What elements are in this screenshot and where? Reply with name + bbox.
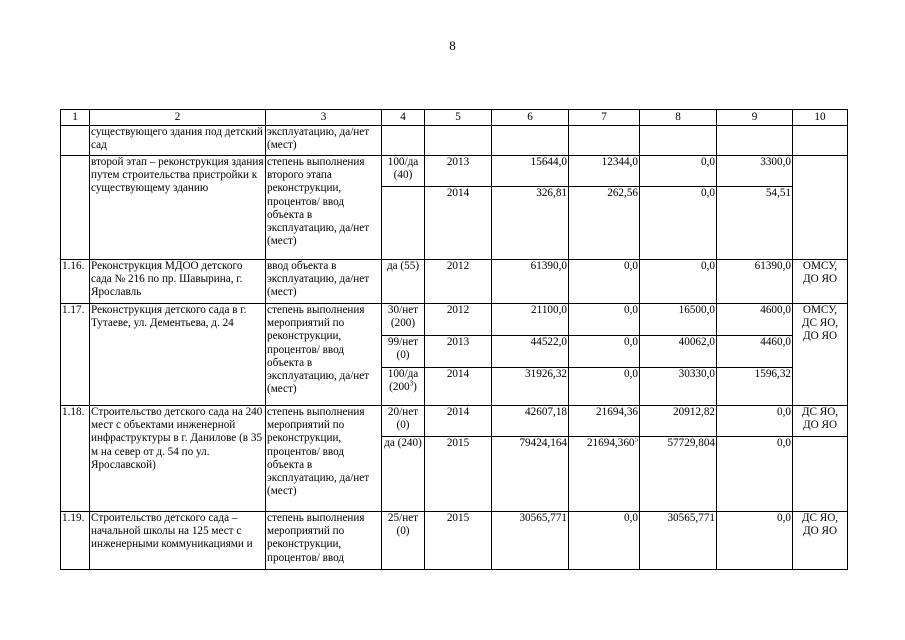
- event-name: Строительство детского сада на 240 мест с объектами инженерной инфраструктуры в г. Данилове (в 35 м на север от д. 54 по ул. Ярославской): [90, 406, 266, 512]
- table-row: [61, 304, 848, 336]
- amount-regional: 0,0: [640, 260, 717, 304]
- target-value: да (55): [382, 260, 425, 304]
- amount-total: 30565,771: [492, 512, 569, 570]
- item-number: [61, 156, 90, 260]
- event-name: Реконструкция МДОО детского сада № 216 по пр. Шавырина, г. Ярославль: [90, 260, 266, 304]
- indicator: ввод объекта в эксплуатацию, да/нет (мест): [266, 260, 382, 304]
- target-value: [382, 126, 425, 156]
- amount-regional: 0,0: [640, 156, 717, 187]
- amount-total: [492, 126, 569, 156]
- footnote-marker: 3: [409, 379, 414, 388]
- amount-federal: 0,0: [569, 336, 640, 368]
- executor: ДС ЯО, ДО ЯО: [793, 406, 848, 437]
- amount-local: 54,51: [717, 187, 793, 260]
- amount-total: 31926,32: [492, 368, 569, 406]
- item-number: 1.19.: [61, 512, 90, 570]
- amount-total: 21100,0: [492, 304, 569, 336]
- amount-federal: 0,0: [569, 368, 640, 406]
- executor: [793, 437, 848, 512]
- amount-federal: 262,56: [569, 187, 640, 260]
- amount-regional: 30565,771: [640, 512, 717, 570]
- amount-total: 44522,0: [492, 336, 569, 368]
- year: 2012: [425, 260, 492, 304]
- executor: ОМСУ, ДС ЯО, ДО ЯО: [793, 304, 848, 406]
- column-header: 9: [717, 110, 793, 126]
- amount-total: 79424,164: [492, 437, 569, 512]
- target-value: [382, 187, 425, 260]
- year: 2014: [425, 406, 492, 437]
- item-number: 1.17.: [61, 304, 90, 406]
- column-header: 3: [266, 110, 382, 126]
- target-value-text: 100/да (200: [387, 368, 419, 394]
- executor: [793, 156, 848, 260]
- program-table: [60, 109, 848, 570]
- amount-local: 1596,32: [717, 368, 793, 406]
- column-header: 10: [793, 110, 848, 126]
- indicator: степень выполнения второго этапа реконструкции, процентов/ ввод объекта в эксплуатацию, да/нет (мест): [266, 156, 382, 260]
- amount-regional: 0,0: [640, 187, 717, 260]
- event-name: Реконструкция детского сада в г. Тутаеве, ул. Дементьева, д. 24: [90, 304, 266, 406]
- item-number: 1.18.: [61, 406, 90, 512]
- target-value: 99/нет (0): [382, 336, 425, 368]
- column-header: 8: [640, 110, 717, 126]
- indicator: степень выполнения мероприятий по реконструкции, процентов/ ввод объекта в эксплуатацию, да/нет (мест): [266, 406, 382, 512]
- amount-total: 326,81: [492, 187, 569, 260]
- amount-federal: 0,0: [569, 512, 640, 570]
- table-header-row: [61, 110, 848, 126]
- year: 2013: [425, 156, 492, 187]
- amount-federal: [569, 437, 640, 512]
- amount-local: 3300,0: [717, 156, 793, 187]
- amount-regional: 57729,804: [640, 437, 717, 512]
- target-value: да (240): [382, 437, 425, 512]
- executor: [793, 126, 848, 156]
- item-number: 1.16.: [61, 260, 90, 304]
- amount-local: 61390,0: [717, 260, 793, 304]
- indicator: степень выполнения мероприятий по реконструкции, процентов/ ввод объекта в эксплуатацию, да/нет (мест): [266, 304, 382, 406]
- year: 2013: [425, 336, 492, 368]
- amount-total: 42607,18: [492, 406, 569, 437]
- amount-local: 0,0: [717, 512, 793, 570]
- amount-regional: 16500,0: [640, 304, 717, 336]
- table-row: [61, 406, 848, 437]
- amount-regional: 20912,82: [640, 406, 717, 437]
- column-header: 1: [61, 110, 90, 126]
- indicator: эксплуатацию, да/нет (мест): [266, 126, 382, 156]
- page-number: 8: [449, 38, 456, 53]
- target-value-tail: ): [413, 381, 417, 394]
- amount-total: 15644,0: [492, 156, 569, 187]
- amount-federal: 21694,36: [569, 406, 640, 437]
- column-header: 4: [382, 110, 425, 126]
- item-number: [61, 126, 90, 156]
- year: 2014: [425, 187, 492, 260]
- column-header: 5: [425, 110, 492, 126]
- amount-total: 61390,0: [492, 260, 569, 304]
- footnote-marker: 5: [634, 436, 638, 444]
- year: 2015: [425, 512, 492, 570]
- amount-regional: 30330,0: [640, 368, 717, 406]
- amount-federal: 0,0: [569, 260, 640, 304]
- column-header: 2: [90, 110, 266, 126]
- table-row: [61, 156, 848, 187]
- target-value: 100/да (40): [382, 156, 425, 187]
- target-value: [382, 368, 425, 406]
- amount-federal: 0,0: [569, 304, 640, 336]
- table-row: [61, 512, 848, 570]
- year: [425, 126, 492, 156]
- event-name: Строительство детского сада – начальной школы на 125 мест с инженерными коммуникациями и: [90, 512, 266, 570]
- table-row: [61, 260, 848, 304]
- table-row: [61, 126, 848, 156]
- amount-local: 4460,0: [717, 336, 793, 368]
- amount-regional: 40062,0: [640, 336, 717, 368]
- executor: ОМСУ, ДО ЯО: [793, 260, 848, 304]
- year: 2015: [425, 437, 492, 512]
- event-name: существующего здания под детский сад: [90, 126, 266, 156]
- amount-federal: 12344,0: [569, 156, 640, 187]
- amount-local: 0,0: [717, 437, 793, 512]
- target-value: 20/нет (0): [382, 406, 425, 437]
- target-value: 30/нет (200): [382, 304, 425, 336]
- amount-local: 0,0: [717, 406, 793, 437]
- column-header: 7: [569, 110, 640, 126]
- amount-regional: [640, 126, 717, 156]
- target-value: 25/нет (0): [382, 512, 425, 570]
- amount-federal: [569, 126, 640, 156]
- year: 2012: [425, 304, 492, 336]
- event-name: второй этап – реконструкция здания путем строительства пристройки к существующему зданию: [90, 156, 266, 260]
- executor: ДС ЯО, ДО ЯО: [793, 512, 848, 570]
- indicator: степень выполнения мероприятий по реконструкции, процентов/ ввод: [266, 512, 382, 570]
- amount-federal-text: 21694,360: [586, 437, 635, 449]
- amount-local: [717, 126, 793, 156]
- column-header: 6: [492, 110, 569, 126]
- amount-local: 4600,0: [717, 304, 793, 336]
- year: 2014: [425, 368, 492, 406]
